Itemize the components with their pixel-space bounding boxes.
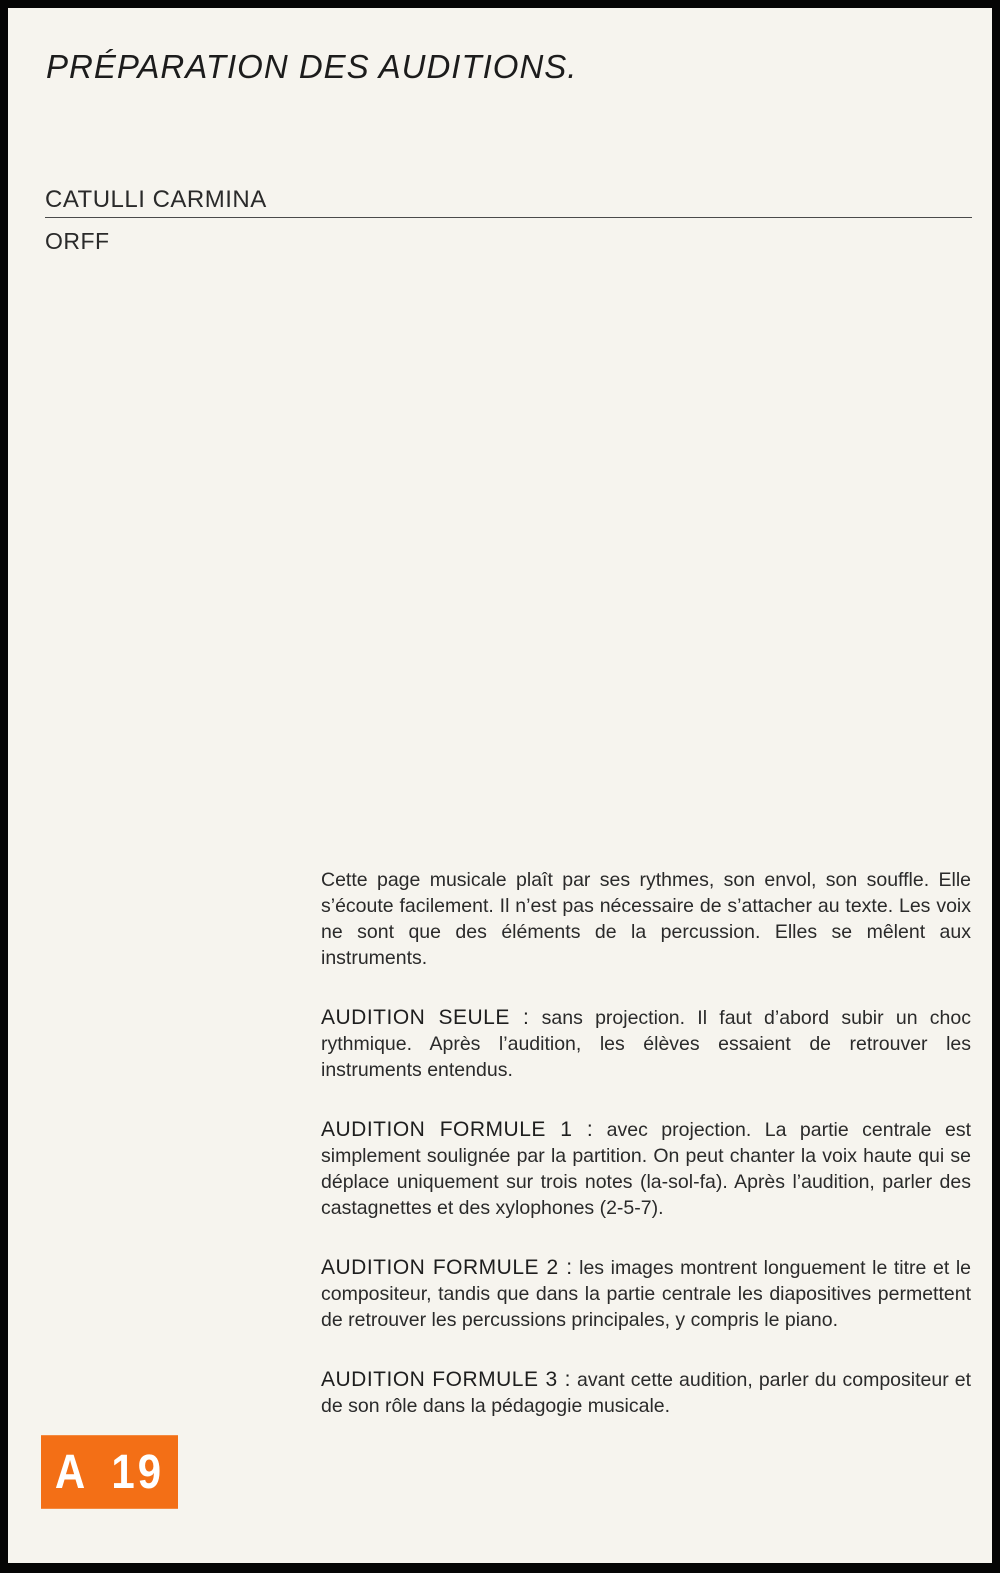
section-audition-seule <box>321 1005 971 1083</box>
document-page <box>8 8 992 1563</box>
intro-paragraph: Cette page musicale plaît par ses rythmes, son envol, son souffle. Elle s’écoute facilement. Il n’est pas nécessaire de s’attacher au texte. Les voix ne sont que des éléments de la percussion. Elles se mêlent aux instruments. <box>321 869 971 969</box>
title-divider <box>45 217 972 218</box>
body-text <box>321 867 971 1453</box>
section-heading: AUDITION SEULE : <box>321 1006 530 1029</box>
section-heading: AUDITION FORMULE 3 : <box>321 1368 571 1391</box>
section-text: sans projection. Il faut d’abord subir un choc rythmique. Après l’audition, les élèves essaient de retrouver les instruments entendus. <box>321 1007 971 1081</box>
section-heading: AUDITION FORMULE 1 : <box>321 1118 594 1141</box>
page-code-label: A 19 <box>54 1444 165 1499</box>
work-title: CATULLI CARMINA <box>45 186 267 213</box>
section-formule-1 <box>321 1117 971 1221</box>
section-text: avant cette audition, parler du compositeur et de son rôle dans la pédagogie musicale. <box>321 1369 972 1417</box>
page-code-badge <box>41 1435 178 1509</box>
page-title: PRÉPARATION DES AUDITIONS. <box>46 48 578 85</box>
section-formule-3 <box>321 1367 971 1419</box>
section-text: les images montrent longuement le titre et le compositeur, tandis que dans la partie centrale les diapositives permettent de retrouver les percussions principales, y compris le piano. <box>321 1257 971 1331</box>
composer-name: ORFF <box>45 228 110 254</box>
section-text: avec projection. La partie centrale est simplement soulignée par la partition. On peut chanter la voix haute qui se déplace uniquement sur trois notes (la-sol-fa). Après l’audition, parler des castagnettes et des xylophones (2-5-7). <box>321 1119 971 1219</box>
section-formule-2 <box>321 1255 971 1333</box>
section-heading: AUDITION FORMULE 2 : <box>321 1256 573 1279</box>
